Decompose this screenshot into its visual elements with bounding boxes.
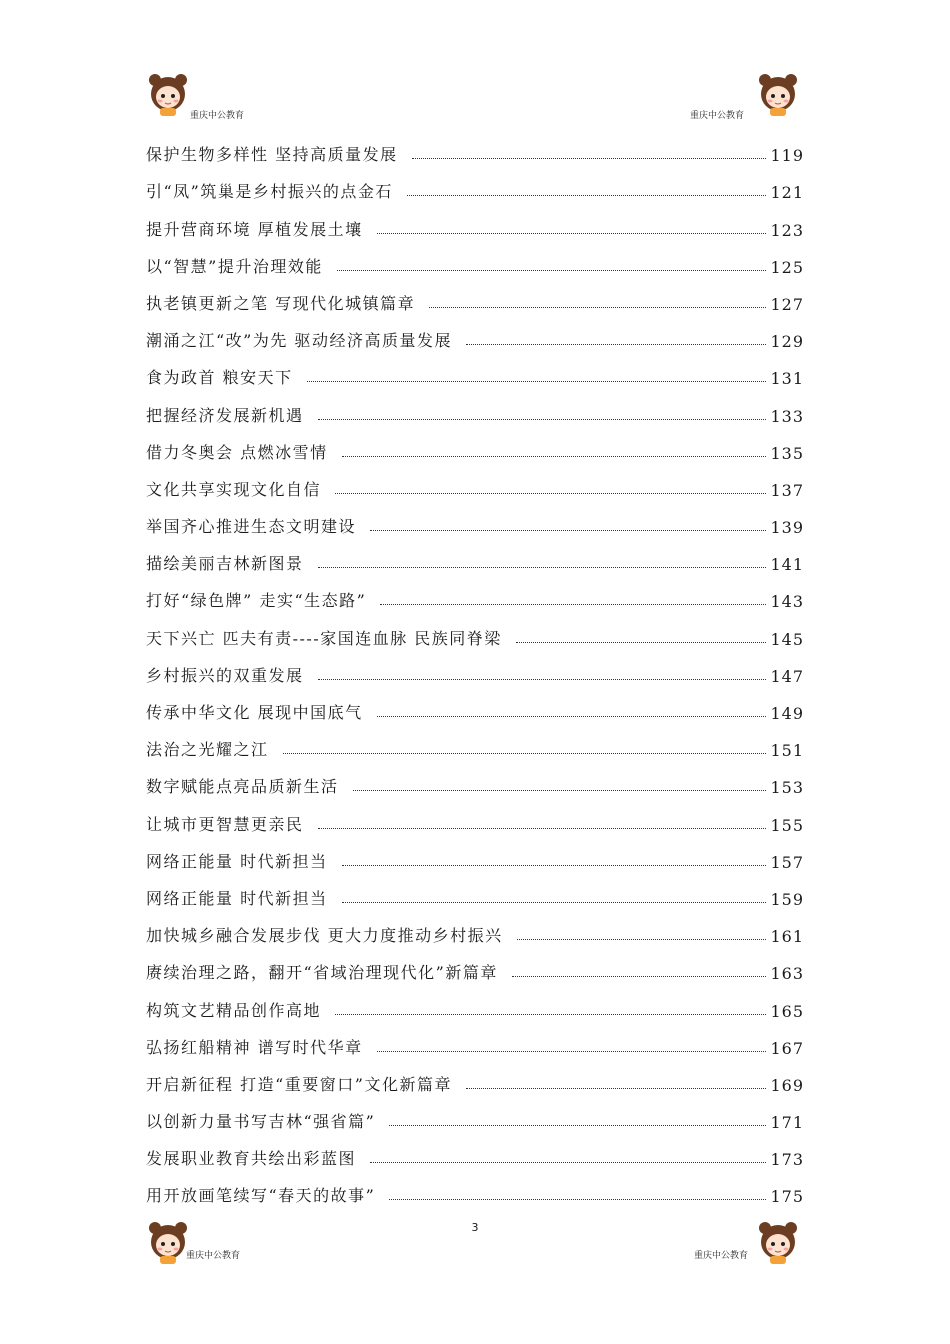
toc-entry-title: 执老镇更新之笔 写现代化城镇篇章 <box>146 293 416 313</box>
toc-entry[interactable] <box>146 1169 804 1206</box>
toc-entry-title: 乡村振兴的双重发展 <box>146 665 304 685</box>
toc-entry-title: 数字赋能点亮品质新生活 <box>146 777 339 797</box>
toc-entry-title: 把握经济发展新机遇 <box>146 405 304 425</box>
toc-entry-page: 171 <box>770 1113 804 1133</box>
toc-leader-dots <box>389 1125 766 1126</box>
toc-entry[interactable] <box>146 611 804 648</box>
toc-entry-page: 151 <box>770 741 804 761</box>
toc-entry[interactable] <box>146 574 804 611</box>
toc-leader-dots <box>318 567 767 568</box>
toc-entry[interactable] <box>146 351 804 388</box>
toc-entry-title: 开启新征程 打造“重要窗口”文化新篇章 <box>146 1074 452 1094</box>
toc-entry-title: 举国齐心推进生态文明建设 <box>146 517 357 537</box>
toc-leader-dots <box>318 679 767 680</box>
toc-entry-page: 161 <box>770 927 804 947</box>
toc-leader-dots <box>342 902 767 903</box>
toc-leader-dots <box>307 381 767 382</box>
toc-entry-title: 食为政首 粮安天下 <box>146 368 293 388</box>
header-brand-left: 重庆中公教育 <box>190 111 245 121</box>
toc-entry[interactable] <box>146 760 804 797</box>
toc-entry[interactable] <box>146 314 804 351</box>
toc-entry[interactable] <box>146 500 804 537</box>
toc-entry-title: 借力冬奥会 点燃冰雪情 <box>146 442 328 462</box>
toc-entry-page: 137 <box>770 480 804 500</box>
toc-entry-title: 传承中华文化 展现中国底气 <box>146 703 363 722</box>
table-of-contents <box>146 128 804 1206</box>
page-number: 3 <box>471 1221 479 1234</box>
toc-entry-title: 保护生物多样性 坚持高质量发展 <box>146 145 398 165</box>
mascot-logo-icon <box>756 1218 800 1264</box>
toc-entry-title: 发展职业教育共绘出彩蓝图 <box>146 1149 357 1169</box>
toc-entry-title: 文化共享实现文化自信 <box>146 479 322 499</box>
header-brand-right: 重庆中公教育 <box>690 111 745 121</box>
toc-leader-dots <box>283 753 767 754</box>
toc-entry[interactable] <box>146 1021 804 1058</box>
toc-entry-page: 173 <box>770 1150 804 1170</box>
toc-entry[interactable] <box>146 649 804 686</box>
toc-entry-page: 139 <box>770 518 804 538</box>
toc-leader-dots <box>377 716 767 717</box>
toc-entry-page: 155 <box>770 815 804 835</box>
toc-entry-title: 网络正能量 时代新担当 <box>146 851 328 871</box>
toc-entry-page: 169 <box>770 1075 804 1095</box>
toc-entry-title: 以“智慧”提升治理效能 <box>146 256 323 276</box>
toc-entry[interactable] <box>146 463 804 500</box>
toc-entry-title: 描绘美丽吉林新图景 <box>146 554 304 574</box>
toc-entry-title: 用开放画笔续写“春天的故事” <box>146 1186 376 1206</box>
toc-leader-dots <box>377 233 767 234</box>
toc-entry[interactable] <box>146 240 804 277</box>
toc-entry-title: 赓续治理之路，翻开“省域治理现代化”新篇章 <box>146 963 498 983</box>
toc-leader-dots <box>318 419 767 420</box>
mascot-logo-icon <box>756 70 800 116</box>
toc-leader-dots <box>353 790 767 791</box>
toc-entry[interactable] <box>146 872 804 909</box>
toc-entry-title: 构筑文艺精品创作高地 <box>146 1000 322 1020</box>
toc-entry-page: 153 <box>770 778 804 798</box>
toc-entry[interactable] <box>146 835 804 872</box>
toc-leader-dots <box>466 344 767 345</box>
toc-entry-page: 141 <box>770 555 804 575</box>
toc-entry[interactable] <box>146 128 804 165</box>
toc-entry[interactable] <box>146 388 804 425</box>
toc-entry[interactable] <box>146 723 804 760</box>
toc-entry-title: 以创新力量书写吉林“强省篇” <box>146 1112 376 1132</box>
toc-entry-title: 提升营商环境 厚植发展土壤 <box>146 219 363 239</box>
toc-entry-page: 135 <box>770 443 804 463</box>
toc-leader-dots <box>370 1162 766 1163</box>
mascot-logo-icon <box>146 1218 190 1264</box>
toc-leader-dots <box>412 158 767 159</box>
toc-leader-dots <box>337 270 767 271</box>
footer-brand-left: 重庆中公教育 <box>186 1251 241 1261</box>
toc-entry-page: 145 <box>770 629 804 649</box>
toc-entry[interactable] <box>146 983 804 1020</box>
toc-entry-title: 法治之光耀之江 <box>146 740 269 760</box>
toc-leader-dots <box>407 195 767 196</box>
toc-leader-dots <box>335 1014 766 1015</box>
toc-entry-title: 天下兴亡 匹夫有责----家国连血脉 民族同脊梁 <box>146 628 502 648</box>
footer-brand-right: 重庆中公教育 <box>694 1251 749 1261</box>
toc-entry-page: 131 <box>770 369 804 389</box>
toc-entry[interactable] <box>146 946 804 983</box>
toc-leader-dots <box>377 1051 767 1052</box>
toc-leader-dots <box>516 642 767 643</box>
toc-entry-page: 143 <box>770 592 804 612</box>
toc-entry-page: 149 <box>770 704 804 723</box>
toc-entry-title: 网络正能量 时代新担当 <box>146 888 328 908</box>
toc-entry[interactable] <box>146 686 804 723</box>
toc-entry-page: 127 <box>770 294 804 314</box>
toc-entry[interactable] <box>146 426 804 463</box>
toc-entry-page: 163 <box>770 964 804 984</box>
toc-entry[interactable] <box>146 1095 804 1132</box>
toc-entry-title: 引“凤”筑巢是乡村振兴的点金石 <box>146 182 393 202</box>
toc-leader-dots <box>335 493 766 494</box>
toc-leader-dots <box>380 604 766 605</box>
toc-leader-dots <box>429 307 766 308</box>
mascot-logo-icon <box>146 70 190 116</box>
toc-entry-page: 133 <box>770 406 804 426</box>
toc-entry-page: 123 <box>770 220 804 240</box>
toc-entry[interactable] <box>146 202 804 239</box>
toc-leader-dots <box>512 976 767 977</box>
toc-entry-page: 159 <box>770 889 804 909</box>
toc-entry[interactable] <box>146 537 804 574</box>
toc-entry-page: 147 <box>770 666 804 686</box>
toc-entry-title: 打好“绿色牌” 走实“生态路” <box>146 591 367 611</box>
toc-entry[interactable] <box>146 1058 804 1095</box>
toc-entry-page: 129 <box>770 332 804 352</box>
toc-entry-page: 175 <box>770 1187 804 1207</box>
toc-entry-page: 121 <box>770 183 804 203</box>
toc-leader-dots <box>318 828 767 829</box>
toc-leader-dots <box>466 1088 767 1089</box>
toc-entry-title: 潮涌之江“改”为先 驱动经济高质量发展 <box>146 331 452 351</box>
toc-entry-title: 弘扬红船精神 谱写时代华章 <box>146 1037 363 1057</box>
toc-entry[interactable] <box>146 165 804 202</box>
toc-entry-page: 157 <box>770 852 804 872</box>
toc-entry-page: 167 <box>770 1038 804 1058</box>
toc-entry-page: 165 <box>770 1001 804 1021</box>
toc-leader-dots <box>517 939 767 940</box>
toc-entry-title: 让城市更智慧更亲民 <box>146 814 304 834</box>
toc-entry[interactable] <box>146 797 804 834</box>
toc-leader-dots <box>342 456 767 457</box>
toc-leader-dots <box>342 865 767 866</box>
toc-leader-dots <box>370 530 766 531</box>
toc-entry-page: 119 <box>770 146 804 166</box>
toc-entry[interactable] <box>146 277 804 314</box>
toc-leader-dots <box>389 1199 766 1200</box>
toc-entry[interactable] <box>146 909 804 946</box>
toc-entry[interactable] <box>146 1132 804 1169</box>
toc-entry-title: 加快城乡融合发展步伐 更大力度推动乡村振兴 <box>146 926 503 946</box>
toc-entry-page: 125 <box>770 257 804 277</box>
